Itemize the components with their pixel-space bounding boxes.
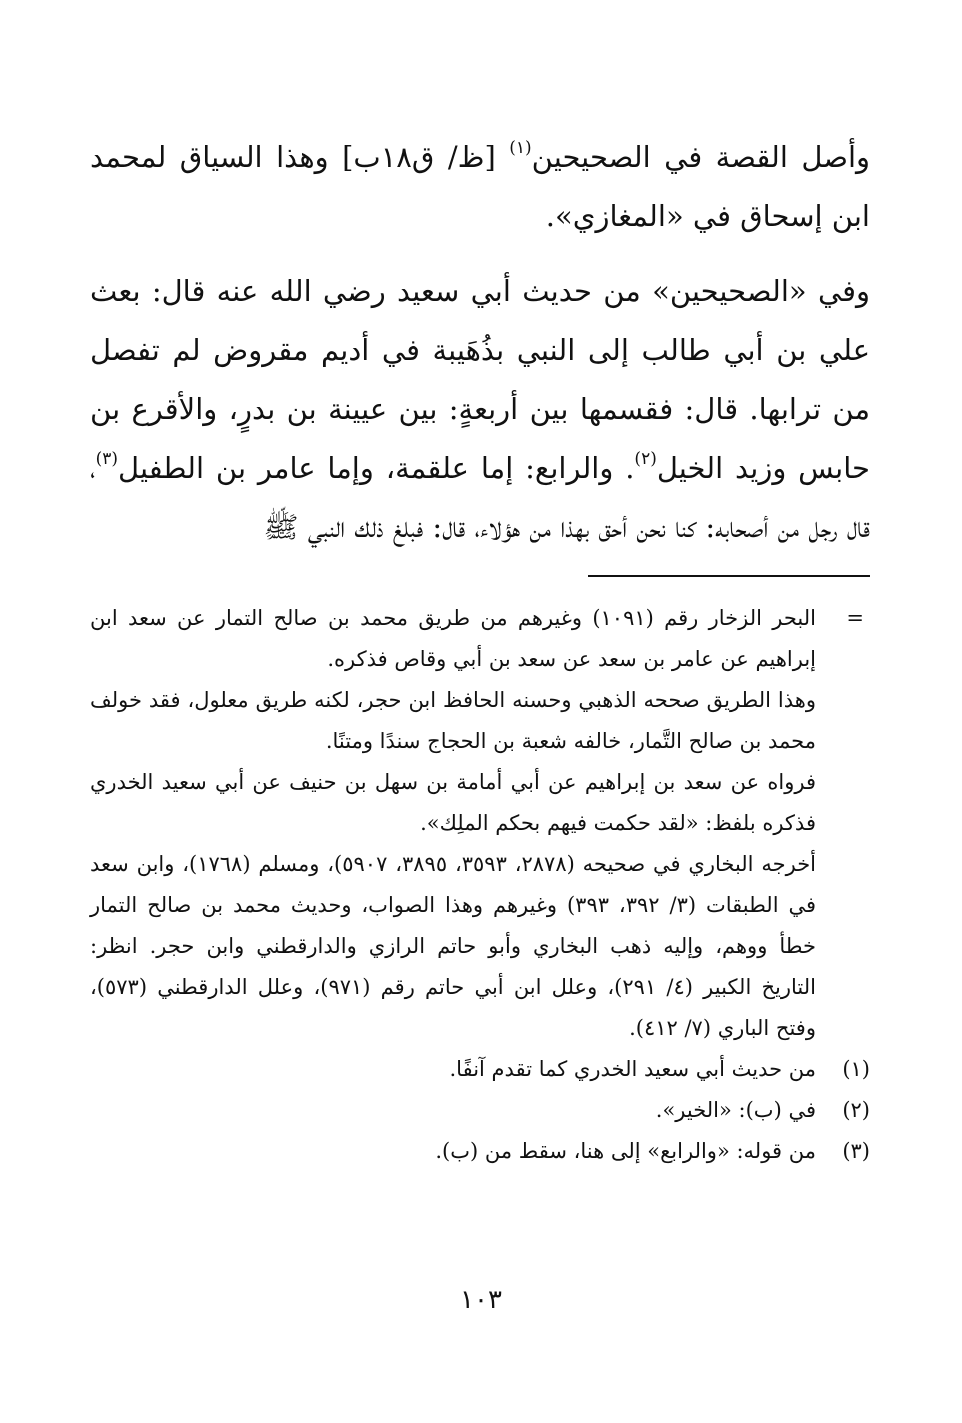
- continuation-paragraph-1: البحر الزخار رقم (١٠٩١) وغيرهم من طريق محمد بن صالح التمار عن سعد ابن إبراهيم عن عامر بن سعد عن سعد بن أبي وقاص فذكره.: [90, 606, 816, 671]
- page-number: ١٠٣: [460, 1285, 502, 1315]
- footnote-1: [90, 1049, 870, 1090]
- main-text: [90, 128, 870, 557]
- footnote-list: [90, 1049, 870, 1172]
- paragraph-2: [90, 262, 870, 557]
- footnote-continuation: [90, 598, 870, 1049]
- paragraph-2-text-c: ، قال رجل من أصحابه: كنا نحن أحق بهذا من هؤلاء، قال: فبلغ ذلك النبي ﷺ: [90, 451, 870, 544]
- footnote-2-text: في (ب): «الخير».: [655, 1098, 816, 1122]
- footnote-ref-3[interactable]: (٣): [95, 449, 118, 469]
- continuation-paragraph-2: وهذا الطريق صححه الذهبي وحسنه الحافظ ابن حجر، لكنه طريق معلول، فقد خولف محمد بن صالح التَّمار، خالفه شعبة بن الحجاج سندًا ومتنًا.: [90, 688, 816, 753]
- continuation-paragraph-3: فرواه عن سعد بن إبراهيم عن أبي أمامة بن سهل بن حنيف عن أبي سعيد الخدري فذكره بلفظ: «لقد حكمت فيهم بحكم الملِك».: [90, 770, 816, 835]
- footnotes-section: [90, 598, 870, 1172]
- footnote-2-number: (٢): [842, 1098, 870, 1122]
- footnote-separator: [588, 575, 870, 577]
- paragraph-1: [90, 128, 870, 246]
- footnote-3-number: (٣): [842, 1139, 870, 1163]
- footnote-1-text: من حديث أبي سعيد الخدري كما تقدم آنفًا.: [449, 1057, 816, 1081]
- footnote-2: [90, 1090, 870, 1131]
- continuation-paragraph-4: أخرجه البخاري في صحيحه (٢٨٧٨، ٣٥٩٣، ٣٨٩٥، ٥٩٠٧)، ومسلم (١٧٦٨)، وابن سعد في الطبقات (٣/ ٣٩٢، ٣٩٣) وغيرهم وهذا الصواب، وحديث محمد بن صالح التمار خطأ ووهم، وإليه ذهب البخاري وأبو حاتم الرازي والدارقطني وابن حجر. انظر: التاريخ الكبير (٤/ ٢٩١)، وعلل ابن أبي حاتم رقم (٩٧١)، وعلل الدارقطني (٥٧٣)، وفتح الباري (٧/ ٤١٢).: [90, 852, 817, 1040]
- paragraph-1-text-a: وأصل القصة في الصحيحين: [531, 140, 871, 174]
- footnote-3: [90, 1131, 870, 1172]
- footnote-1-number: (١): [842, 1057, 870, 1081]
- footnote-3-text: من قوله: «والرابع» إلى هنا، سقط من (ب).: [435, 1139, 816, 1163]
- footnote-ref-1[interactable]: (١): [509, 138, 532, 158]
- paragraph-1-text-b: [ظ/ ق١٨ب] وهذا السياق لمحمد ابن إسحاق في «المغازي».: [90, 140, 870, 233]
- footnote-ref-2[interactable]: (٢): [634, 449, 657, 469]
- continuation-mark: =: [846, 606, 864, 630]
- paragraph-2-text-a: وفي «الصحيحين» من حديث أبي سعيد رضي الله عنه قال: بعث علي بن أبي طالب إلى النبي بذُهَيبة في أديم مقروض لم تفصل من ترابها. قال: فقسمها بين أربعةٍ: بين عيينة بن بدرٍ، والأقرع بن حابس وزيد الخيل: [90, 274, 870, 485]
- paragraph-2-text-b: . والرابع: إما علقمة، وإما عامر بن الطفيل: [117, 451, 635, 485]
